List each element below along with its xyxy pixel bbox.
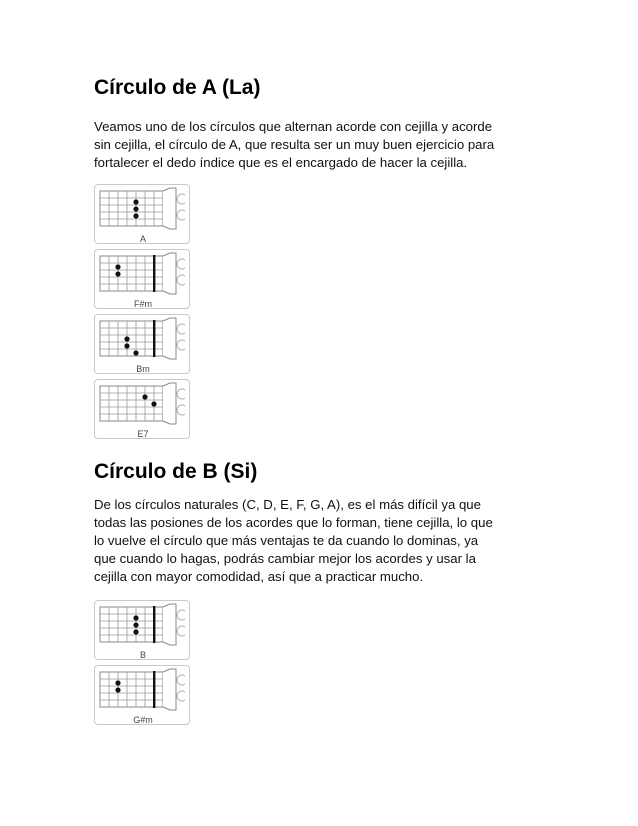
chord-diagram-a (94, 184, 190, 244)
tuning-peg-icon (177, 194, 185, 204)
paragraph-line: lo vuelve el círculo que más ventajas te da cuando lo dominas, ya (94, 533, 479, 548)
finger-dot (133, 615, 138, 620)
tuning-peg-icon (177, 610, 185, 620)
fretboard-outline (100, 191, 163, 226)
headstock (163, 188, 176, 229)
tuning-peg-icon (177, 691, 185, 701)
paragraph-line: cejilla con mayor comodidad, así que a practicar mucho. (94, 569, 424, 584)
finger-dot (133, 213, 138, 218)
section-title-a: Círculo de A (La) (94, 76, 261, 99)
finger-dot (151, 401, 156, 406)
chord-name-label: F#m (134, 299, 152, 309)
tuning-peg-icon (177, 275, 185, 285)
section-title-b: Círculo de B (Si) (94, 460, 258, 483)
fretboard-svg (95, 380, 191, 440)
barre-line (153, 606, 155, 643)
headstock (163, 253, 176, 294)
finger-dot (115, 271, 120, 276)
barre-line (153, 671, 155, 708)
fretboard-svg (95, 666, 191, 726)
finger-dot (133, 622, 138, 627)
chord-diagram-fsharp-m (94, 249, 190, 309)
tuning-peg-icon (177, 210, 185, 220)
paragraph-line: que cuando lo hagas, podrás cambiar mejor los acordes y usar la (94, 551, 476, 566)
barre-line (153, 255, 155, 292)
finger-dot (133, 350, 138, 355)
fretboard-svg (95, 250, 191, 310)
headstock (163, 318, 176, 359)
chord-name-label: B (139, 650, 147, 660)
tuning-peg-icon (177, 626, 185, 636)
tuning-peg-icon (177, 389, 185, 399)
finger-dot (115, 687, 120, 692)
finger-dot (142, 394, 147, 399)
paragraph-line: todas las posiones de los acordes que lo forman, tiene cejilla, lo que (94, 515, 493, 530)
finger-dot (115, 680, 120, 685)
headstock (163, 383, 176, 424)
section-paragraph-b (94, 496, 554, 586)
finger-dot (133, 199, 138, 204)
chord-name-label: Bm (136, 364, 150, 374)
chord-diagram-bm (94, 314, 190, 374)
paragraph-line: fortalecer el dedo índice que es el encargado de hacer la cejilla. (94, 155, 468, 170)
chord-diagram-b (94, 600, 190, 660)
chord-name-label: G#m (133, 715, 153, 725)
tuning-peg-icon (177, 324, 185, 334)
fretboard-svg (95, 601, 191, 661)
finger-dot (133, 206, 138, 211)
tuning-peg-icon (177, 259, 185, 269)
paragraph-line: De los círculos naturales (C, D, E, F, G, A), es el más difícil ya que (94, 497, 481, 512)
tuning-peg-icon (177, 340, 185, 350)
headstock (163, 669, 176, 710)
paragraph-line: Veamos uno de los círculos que alternan acorde con cejilla y acorde (94, 119, 493, 134)
fretboard-svg (95, 185, 191, 245)
tuning-peg-icon (177, 405, 185, 415)
tuning-peg-icon (177, 675, 185, 685)
chord-name-label: A (139, 234, 147, 244)
chord-name-label: E7 (137, 429, 149, 439)
finger-dot (124, 343, 129, 348)
paragraph-line: sin cejilla, el círculo de A, que resulta ser un muy buen ejercicio para (94, 137, 495, 152)
section-paragraph-a (94, 118, 554, 172)
finger-dot (115, 264, 120, 269)
headstock (163, 604, 176, 645)
chord-diagram-e7 (94, 379, 190, 439)
fretboard-svg (95, 315, 191, 375)
finger-dot (133, 629, 138, 634)
barre-line (153, 320, 155, 357)
chord-diagram-gsharp-m (94, 665, 190, 725)
finger-dot (124, 336, 129, 341)
